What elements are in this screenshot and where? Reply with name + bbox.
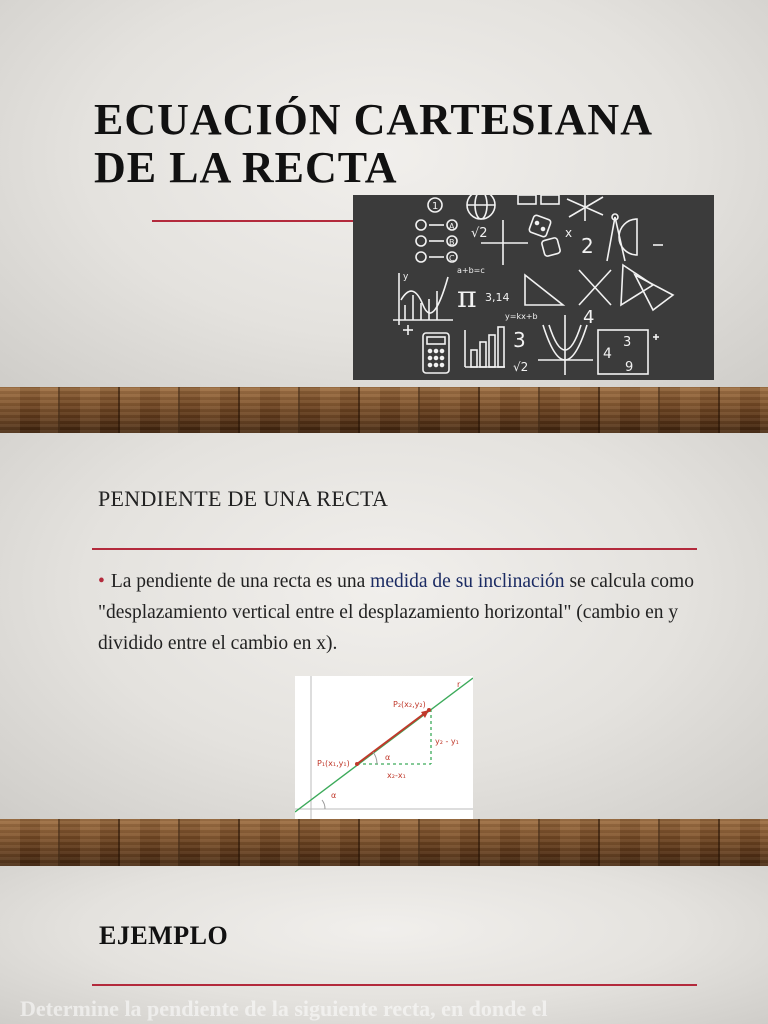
label-3: 3	[513, 328, 526, 352]
label-p2: P₂(x₂,y₂)	[393, 700, 426, 709]
title-line-1: ECUACIÓN CARTESIANA	[94, 95, 653, 144]
slide-3	[0, 866, 768, 1024]
text-before: La pendiente de una recta es una	[110, 571, 366, 592]
label-1: 1	[432, 201, 439, 212]
label-2: 2	[581, 234, 594, 258]
label-x: x	[565, 226, 573, 240]
text-after: se calcula como "desplazamiento vertical entre el desplazamiento horizontal" (cambio en y dividido entre el cambio en x).	[98, 571, 694, 654]
text-highlight: medida de su inclinación	[370, 571, 565, 592]
wood-floor-1	[0, 387, 768, 433]
label-equation: y=kx+b	[505, 312, 538, 321]
label-y: y	[403, 272, 409, 282]
label-9-box: 9	[625, 360, 634, 375]
slope-diagram	[295, 676, 473, 819]
label-abc: a+b=c	[457, 266, 485, 275]
slope-heading: PENDIENTE DE UNA RECTA	[98, 486, 389, 511]
label-choice-b: B	[449, 238, 455, 247]
label-dy: y₂ - y₁	[435, 737, 459, 746]
math-chalkboard-image	[353, 195, 714, 380]
slope-underline	[92, 548, 697, 550]
slide-1	[0, 0, 768, 387]
label-alpha-2: α	[331, 791, 337, 800]
label-4-box: 4	[603, 346, 612, 362]
vector-p1-p2	[357, 710, 429, 764]
label-3-box: 3	[623, 335, 632, 350]
example-heading: EJEMPLO	[99, 921, 229, 950]
label-alpha-1: α	[385, 753, 391, 762]
angle-arc-1	[373, 752, 377, 764]
bullet-icon: •	[98, 571, 105, 592]
label-pi-value: 3,14	[485, 291, 510, 304]
example-prompt-text: Determine la pendiente de la siguiente recta, en donde el	[20, 996, 548, 1021]
slide-title	[94, 96, 714, 192]
wood-floor-2	[0, 819, 768, 866]
label-choice-a: A	[449, 222, 455, 231]
label-sqrt2-bottom: √2	[513, 360, 529, 374]
angle-arc-2	[322, 800, 325, 809]
title-underline	[152, 220, 354, 222]
slide-2	[0, 433, 768, 819]
label-r: r	[457, 680, 461, 689]
label-p1: P₁(x₁,y₁)	[317, 759, 350, 768]
label-dx: x₂-x₁	[387, 771, 406, 780]
label-sqrt2: √2	[471, 226, 488, 241]
example-underline	[92, 984, 697, 986]
label-4-top: 4	[583, 307, 595, 328]
slope-definition	[98, 566, 698, 659]
title-line-2: DE LA RECTA	[94, 143, 398, 192]
label-choice-c: C	[449, 254, 455, 263]
label-pi: π	[457, 280, 477, 315]
